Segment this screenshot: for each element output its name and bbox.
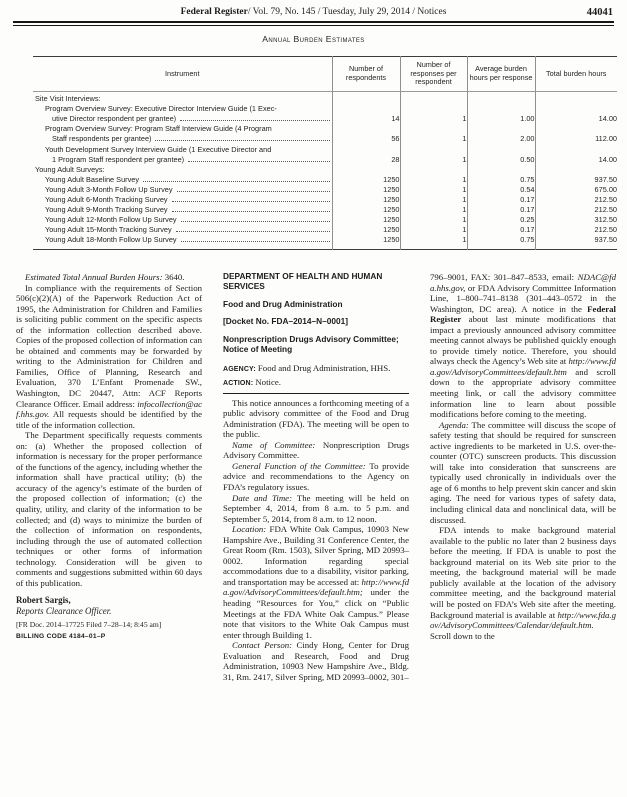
table-row	[33, 165, 617, 175]
section-heading: Nonprescription Drugs Advisory Committee; Notice of Meeting	[223, 334, 399, 354]
field-label: ACTION:	[223, 379, 256, 387]
text-run: NDAC@fda.hhs.gov,	[430, 272, 616, 293]
dot-leader	[180, 120, 329, 121]
instrument-cell	[33, 145, 332, 165]
text-run: Agenda:	[439, 419, 472, 430]
value-cell: 1	[400, 225, 467, 235]
text-run: Nonprescription Drugs Advisory Committee.	[223, 439, 409, 461]
value-cell: 28	[332, 145, 400, 165]
text-run: http://www.fda.gov/AdvisoryCommittees/Calendar/default.htm.	[430, 609, 616, 631]
instrument-cell	[33, 215, 332, 225]
text-run: about last minute modifications that impact a previously announced advisory committee meeting cannot always be published quickly enough to provide timely notice. Therefore, you should always check the Agency’s Web site at	[430, 314, 616, 367]
value-cell: 1250	[332, 235, 400, 249]
value-cell: 1	[400, 235, 467, 249]
header-issue-text: / Vol. 79, No. 145 / Tuesday, July 29, 2014 / Notices	[247, 7, 447, 17]
instrument-text: Young Adult Baseline Survey	[45, 174, 140, 184]
instrument-text: Young Adult 9-Month Tracking Survey	[45, 205, 168, 215]
text-run: General Function of the Committee:	[232, 460, 370, 471]
value-cell: 1	[400, 104, 467, 124]
paragraph	[16, 272, 202, 283]
signature-title: Reports Clearance Officer.	[16, 606, 112, 617]
text-run: Notice.	[255, 376, 281, 387]
paragraph	[223, 640, 409, 682]
billing-code: BILLING CODE 4184–01–P	[16, 633, 106, 641]
section-heading: [Docket No. FDA–2014–N–0001]	[223, 316, 348, 327]
paragraph	[223, 461, 409, 493]
text-run: http://www.fda.gov/AdvisoryCommittees/default.htm;	[223, 576, 409, 598]
paragraph	[223, 440, 409, 461]
burden-estimates-table	[33, 56, 617, 250]
field-label: AGENCY:	[223, 365, 258, 373]
paragraph	[223, 398, 409, 440]
value-cell	[467, 165, 535, 175]
instrument-line	[33, 185, 332, 195]
dot-leader	[172, 201, 330, 202]
table-row	[33, 124, 617, 144]
table-title: Annual Burden Estimates	[262, 34, 365, 44]
table-header-row	[33, 57, 617, 92]
value-cell: 1250	[332, 215, 400, 225]
table-row	[33, 235, 617, 249]
value-cell: 212.50	[535, 205, 617, 215]
paragraph	[16, 430, 202, 588]
instrument-text: Young Adult 15-Month Tracking Survey	[45, 225, 172, 235]
text-run: The committee will discuss the scope of safety testing that should be required for sunscreen active ingredients to be marketed in U.S. over-the-counter (OTC) sunscreen products. This discussion will take into consideration that sunscreens are typically used chronically in individuals over the age of 6 months to help prevent skin cancer and skin aging. The need for various types of safety data, including clinical data and nonclinical data, will be discussed.	[430, 419, 616, 525]
value-cell: 1250	[332, 195, 400, 205]
fr-doc-line: [FR Doc. 2014–17725 Filed 7–28–14; 8:45 am]	[16, 620, 162, 630]
instrument-line	[33, 155, 332, 165]
text-run: Estimated Total Annual Burden Hours:	[25, 272, 165, 282]
instrument-line	[33, 205, 332, 215]
value-cell: 0.17	[467, 205, 535, 215]
text-run: Food and Drug Administration, HHS.	[257, 362, 391, 373]
value-cell: 1250	[332, 225, 400, 235]
paragraph	[223, 493, 409, 525]
value-cell: 1	[400, 195, 467, 205]
value-cell: 0.50	[467, 145, 535, 165]
value-cell: 0.75	[467, 175, 535, 185]
labeled-paragraph	[223, 363, 409, 376]
instrument-text: Young Adult 18-Month Follow Up Survey	[45, 235, 177, 245]
value-cell	[332, 92, 400, 105]
value-cell: 1250	[332, 175, 400, 185]
instrument-line: Young Adult Surveys:	[35, 164, 105, 174]
text-run: under the heading “Resources for You,” click on “Public Meetings at the FDA White Oak Campus.” Please note that visitors to the White Oak Campus must enter through Building 1.	[223, 587, 409, 640]
value-cell	[535, 92, 617, 105]
dot-leader	[172, 211, 330, 212]
value-cell: 1	[400, 175, 467, 185]
value-cell: 212.50	[535, 195, 617, 205]
text-run: 796–9001, FAX: 301–847–8533, email:	[430, 272, 578, 282]
text-run: Federal Register	[430, 303, 616, 325]
instrument-line	[33, 134, 332, 144]
text-run: Contact Person:	[232, 640, 297, 651]
text-run: The meeting will be held on September 4, 2014, from 8 a.m. to 5 p.m. and September 5, 2014, from 8 a.m. to 12 noon.	[223, 492, 409, 524]
instrument-line	[33, 195, 332, 205]
value-cell: 0.54	[467, 185, 535, 195]
value-cell	[400, 165, 467, 175]
dot-leader	[177, 191, 330, 192]
column-left	[16, 272, 202, 682]
body-columns	[16, 272, 616, 682]
section-heading: DEPARTMENT OF HEALTH AND HUMAN SERVICES	[223, 271, 383, 291]
dot-leader	[176, 231, 330, 232]
value-cell: 0.75	[467, 235, 535, 249]
text-run: Scroll down to the	[430, 630, 495, 641]
value-cell: 112.00	[535, 124, 617, 144]
col-header-avg-burden: Average burden hours per response	[467, 57, 535, 92]
value-cell	[467, 92, 535, 105]
text-run: This notice announces a forthcoming meeting of a public advisory committee of the Food and Drug Administration (FDA). The meeting will be open to the public.	[223, 397, 409, 440]
value-cell: 0.17	[467, 225, 535, 235]
value-cell: 14	[332, 104, 400, 124]
value-cell: 14.00	[535, 104, 617, 124]
text-run: Cindy Hong, Center for Drug Evaluation and Research, Food and Drug Administration, 10903 New Hampshire Ave., Bldg. 31, Rm. 2417, Silver Spring, MD 20993–0002, 301–	[223, 640, 410, 682]
paragraph	[16, 283, 202, 431]
instrument-line: Site Visit Interviews:	[35, 94, 101, 104]
value-cell: 1	[400, 215, 467, 225]
header-brand: Federal Register	[180, 7, 248, 17]
value-cell: 1250	[332, 205, 400, 215]
instrument-line	[33, 215, 332, 225]
instrument-cell	[33, 225, 332, 235]
text-run: In compliance with the requirements of Section 506(c)(2)(A) of the Paperwork Reduction Act of 1995, the Administration for Children and Families is soliciting public comment on the specific aspects of the information collection described above. Copies of the proposed collection of information can be obtained and comments may be forwarded by writing to the Administration for Children and Families, Office of Planning, Research and Evaluation, 370 L’Enfant Promenade SW., Washington, DC 20447, Attn: ACF Reports Clearance Officer. Email address:	[16, 282, 202, 409]
col-header-total-burden: Total burden hours	[535, 57, 617, 92]
instrument-text: Young Adult 6-Month Tracking Survey	[45, 195, 168, 205]
instrument-line: Program Overview Survey: Executive Director Interview Guide (1 Exec-	[45, 104, 277, 114]
value-cell: 56	[332, 124, 400, 144]
instrument-line	[33, 235, 332, 245]
instrument-cell	[33, 185, 332, 195]
col-header-responses: Number of responses per respondent	[400, 57, 467, 92]
column-middle	[223, 272, 409, 682]
instrument-cell	[33, 124, 332, 144]
labeled-paragraph	[223, 377, 409, 390]
text-run: http://www.fda.gov/AdvisoryCommittees/default.htm	[430, 356, 616, 377]
paragraph	[430, 420, 616, 525]
instrument-cell	[33, 175, 332, 185]
text-run: Date and Time:	[232, 492, 297, 503]
table-row	[33, 145, 617, 165]
text-run: and scroll down to the appropriate advisory committee meeting link, or call the advisory committee information line to learn about possible modifications before coming to the meeting.	[430, 366, 616, 420]
text-run: The Department specifically requests comments on: (a) Whether the proposed collection of information is necessary for the proper performance of the functions of the agency, including whether the information shall have practical utility; (b) the accuracy of the agency’s estimate of the burden of the proposed collection of information; (c) the quality, utility, and clarity of the information to be collected; and (d) ways to minimize the burden of the collection of information on respondents, including through the use of automated collection techniques or other forms of information technology. Consideration will be given to comments and suggestions submitted within 60 days of this publication.	[16, 430, 202, 588]
value-cell: 14.00	[535, 145, 617, 165]
instrument-line: Youth Development Survey Interview Guide (1 Executive Director and	[45, 144, 272, 154]
instrument-text: Staff respondents per grantee)	[52, 134, 152, 144]
page-number: 44041	[586, 7, 613, 18]
table-body	[33, 92, 617, 249]
text-run: infocollection@acf.hhs.gov.	[16, 398, 202, 420]
table-row	[33, 185, 617, 195]
paragraph	[430, 525, 616, 641]
instrument-cell	[33, 104, 332, 124]
instrument-line	[33, 175, 332, 185]
instrument-line	[33, 114, 332, 124]
text-run: FDA White Oak Campus, 10903 New Hampshire Ave., Building 31 Conference Center, the Great Room (Rm. 1503), Silver Spring, MD 20993–0002. Information regarding special accommodations due to a disability, visitor parking, and transportation may be accessed at:	[223, 524, 409, 587]
dot-leader	[181, 241, 330, 242]
value-cell: 1	[400, 124, 467, 144]
value-cell: 0.25	[467, 215, 535, 225]
instrument-cell	[33, 235, 332, 249]
dot-leader	[155, 140, 329, 141]
value-cell: 1	[400, 205, 467, 215]
value-cell: 2.00	[467, 124, 535, 144]
column-right	[430, 272, 616, 682]
table-row	[33, 92, 617, 105]
paragraph	[430, 272, 616, 420]
text-run: FDA intends to make background material available to the public no later than 2 business days before the meeting. If FDA is unable to post the background material on its Web site prior to the meeting, the background material will be made publicly available at the location of the advisory committee meeting, and the background material will be posted on FDA’s Web site after the meeting. Background material is available at	[430, 525, 616, 620]
text-run: 3640.	[164, 272, 185, 282]
table-row	[33, 175, 617, 185]
instrument-cell	[33, 92, 332, 105]
header-issue-line	[181, 7, 447, 17]
value-cell: 1.00	[467, 104, 535, 124]
dot-leader	[181, 221, 330, 222]
col-header-respondents: Number of respondents	[332, 57, 400, 92]
value-cell: 675.00	[535, 185, 617, 195]
value-cell	[400, 92, 467, 105]
signature-name: Robert Sargis,	[16, 595, 71, 606]
section-divider	[223, 393, 409, 394]
section-heading: Food and Drug Administration	[223, 298, 343, 309]
value-cell	[332, 165, 400, 175]
dot-leader	[143, 181, 329, 182]
table-row	[33, 225, 617, 235]
table-row	[33, 215, 617, 225]
text-run: Location:	[232, 524, 270, 535]
dot-leader	[188, 161, 329, 162]
instrument-line: Program Overview Survey: Program Staff Interview Guide (4 Program	[45, 124, 272, 134]
paragraph	[223, 524, 409, 640]
instrument-text: Young Adult 3-Month Follow Up Survey	[45, 184, 173, 194]
text-run: All requests should be identified by the title of the information collection.	[16, 409, 202, 430]
text-run: or FDA Advisory Committee Information Line, 1–800–741–8138 (301–443–0572 in the Washington, DC area). A notice in the	[430, 282, 616, 314]
instrument-text: 1 Program Staff respondent per grantee)	[52, 154, 185, 164]
value-cell: 937.50	[535, 175, 617, 185]
value-cell: 937.50	[535, 235, 617, 249]
instrument-text: Young Adult 12-Month Follow Up Survey	[45, 215, 177, 225]
table-row	[33, 205, 617, 215]
value-cell: 1	[400, 185, 467, 195]
instrument-text: utive Director respondent per grantee)	[52, 114, 177, 124]
text-run: To provide advice and recommendations to the Agency on FDA’s regulatory issues.	[223, 460, 409, 492]
value-cell	[535, 165, 617, 175]
value-cell: 212.50	[535, 225, 617, 235]
text-run: Name of Committee:	[232, 439, 323, 450]
instrument-cell	[33, 165, 332, 175]
instrument-cell	[33, 205, 332, 215]
instrument-line	[33, 225, 332, 235]
value-cell: 312.50	[535, 215, 617, 225]
value-cell: 1250	[332, 185, 400, 195]
running-header	[13, 7, 614, 18]
instrument-cell	[33, 195, 332, 205]
value-cell: 0.17	[467, 195, 535, 205]
value-cell: 1	[400, 145, 467, 165]
table-row	[33, 104, 617, 124]
table-row	[33, 195, 617, 205]
col-header-instrument: Instrument	[33, 57, 332, 92]
header-rule	[13, 21, 614, 26]
